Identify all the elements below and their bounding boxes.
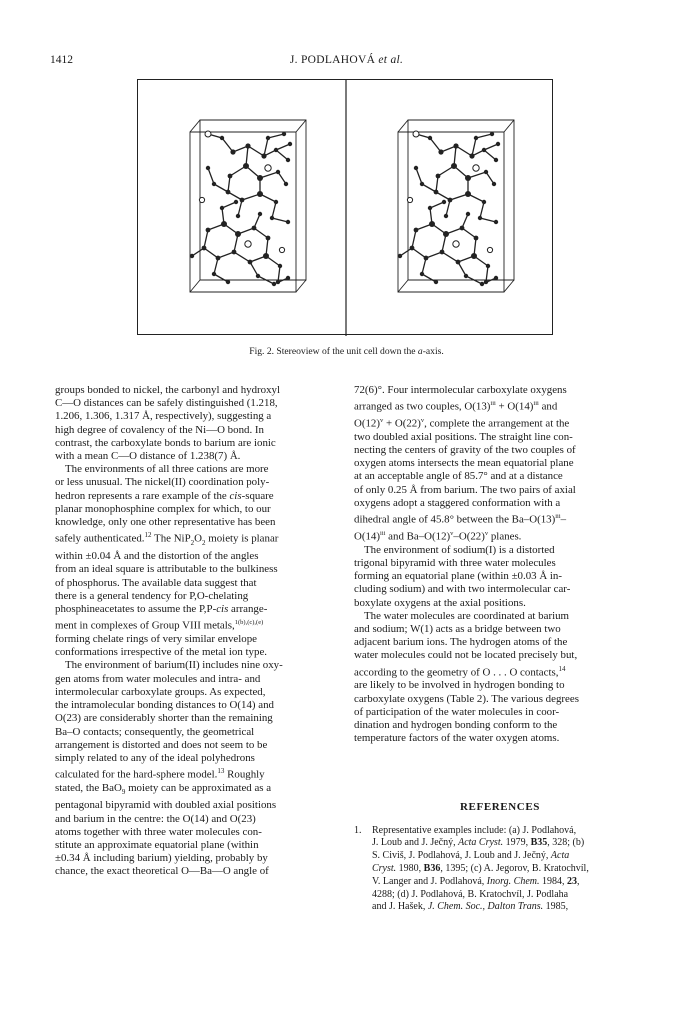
text-line: Representative examples include: (a) J. Podlahová, [372, 824, 577, 836]
text-line: Roughly [224, 768, 265, 781]
text-line: from an ideal square is attributable to the bulkiness [55, 563, 278, 576]
text-line: oxygens adopt a staggered conformation with a [354, 496, 561, 509]
text-line: Cryst. [372, 863, 397, 874]
text-line: Ba–O contacts; consequently, the geometrical [55, 725, 255, 738]
text-line: O(12) [354, 417, 381, 430]
text-line: are likely to be involved in hydrogen bonding to [354, 679, 565, 692]
text-line: conformations irrespective of the metal ion type. [55, 646, 267, 659]
caption-axis: a [417, 346, 423, 357]
paragraph-covalency [55, 384, 345, 463]
text-line: water molecules could not be located precisely but, [354, 649, 578, 662]
text-line: planar monophosphine complex for which, to our [55, 502, 271, 515]
text-line: J. Loub and J. Ječný, [372, 837, 459, 849]
text-line: pentagonal bipyramid with doubled axial positions [55, 799, 277, 812]
text-line: 72(6)°. Four intermolecular carboxylate oxygens [354, 384, 567, 396]
text-line: calculated for the hard-sphere model. [55, 768, 218, 781]
text-line: chance, the exact theoretical O—Ba—O angle of [55, 865, 269, 878]
text-line: trigonal bipyramid with three water molecules [354, 556, 556, 569]
open-atoms [199, 131, 284, 253]
text-line: gen atoms from water molecules and intra- and [55, 672, 261, 685]
text-line: iii [555, 513, 561, 521]
text-line: The environment of barium(II) includes nine oxy- [65, 659, 283, 672]
text-line: and [538, 400, 558, 413]
stereoview-drawing [138, 80, 554, 336]
text-line: + O(22) [383, 417, 421, 430]
text-line: and Ba–O(12) [385, 530, 451, 543]
text-line: The NiP [151, 532, 191, 545]
text-line: forming chelate rings of very similar envelope [55, 633, 258, 646]
text-line: within ±0.04 Å and the distortion of the angles [55, 550, 259, 563]
text-line: the intramolecular bonding distances to O(14) and [55, 699, 274, 712]
molecule-lower [192, 202, 288, 284]
text-line: groups bonded to nickel, the carbonyl and hydroxyl [55, 384, 281, 396]
text-line: Acta [550, 850, 570, 862]
text-line: 23 [566, 875, 577, 887]
text-line: 1979, [503, 837, 531, 849]
text-line: phosphineacetates to assume the P,P- [55, 603, 217, 616]
text-line: ment in complexes of Group VIII metals, [55, 619, 235, 632]
text-line: ±0.34 Å including barium) yielding, probably by [55, 852, 268, 865]
text-line: 1980, [396, 863, 424, 874]
paragraph-sodium-environment [354, 544, 646, 610]
text-line: temperature factors of the water oxygen atoms. [354, 732, 560, 745]
right-column [354, 384, 646, 914]
paragraph-barium-environment [55, 659, 345, 878]
text-line: high degree of covalency of the Ni—O bond. In [55, 423, 264, 436]
text-line: cis [216, 603, 229, 616]
text-line: -square [241, 489, 274, 502]
text-line: , 1395; (c) A. Jegorov, B. Kratochvíl, [440, 863, 589, 874]
text-line: 1985, [543, 901, 569, 913]
stereoview-figure [137, 79, 553, 335]
reference-item [354, 825, 646, 915]
header-authors: J. PODLAHOVÁ [289, 54, 376, 66]
text-line: iii [490, 400, 496, 408]
text-line: and J. Hašek, [372, 901, 428, 913]
text-line: iii [533, 400, 539, 408]
text-line: 4288; (d) J. Podlahová, B. Kratochvíl, J. Podlaha [372, 888, 569, 900]
caption-prefix: Fig. 2. Stereoview of the unit cell down the [249, 346, 418, 357]
text-line: with a mean C—O distance of 1.238(7) Å. [55, 450, 241, 463]
text-line: arranged as two couples, O(13) [354, 400, 491, 413]
text-line: there is a general tendency for P,O-chelating [55, 589, 249, 602]
text-line: v [484, 529, 489, 537]
text-line: B36 [423, 863, 441, 874]
text-line: and barium in the centre: the O(14) and O(23) [55, 812, 256, 825]
text-line: – [560, 513, 567, 526]
text-line: arrangement is distorted and does not seem to be [55, 738, 268, 751]
reference-text [372, 825, 646, 915]
text-line: J. Chem. Soc., Dalton Trans. [427, 901, 544, 913]
text-line: according to the geometry of O . . . O contacts, [354, 666, 559, 679]
text-line: v [450, 529, 454, 537]
text-line: moiety can be approximated as a [125, 781, 272, 794]
text-line: + O(14) [495, 400, 534, 413]
text-line: B35 [530, 837, 548, 849]
text-line: or less unusual. The nickel(II) coordination poly- [55, 476, 270, 489]
text-line: v [420, 417, 425, 425]
text-line: arrange- [228, 603, 268, 616]
text-line: O(14) [354, 530, 381, 543]
text-line: planes. [488, 530, 522, 543]
text-line: dination and hydrogen bonding conform to the [354, 719, 558, 731]
text-line: The environment of sodium(I) is a distorted [364, 543, 555, 556]
text-line: 2 [190, 539, 195, 548]
text-line: , 328; (b) [547, 837, 585, 849]
text-line: cis [229, 489, 242, 502]
text-line: stitute an approximate equatorial plane (within [55, 838, 259, 851]
text-line: moiety is planar [205, 532, 279, 545]
text-line: O [194, 532, 203, 545]
text-line: V. Langer and J. Podlahová, [372, 875, 487, 887]
text-line: –O(22) [453, 530, 485, 543]
running-header [0, 54, 693, 70]
text-line: and sodium; W(1) acts as a bridge between two [354, 622, 561, 635]
text-line: v [380, 417, 384, 425]
caption-suffix: -axis. [422, 346, 444, 357]
text-line: hedron represents a rare example of the [55, 489, 230, 502]
text-line: , complete the arrangement at the [424, 417, 570, 430]
text-line: safely authenticated. [55, 532, 145, 545]
header-etal: et al. [378, 54, 404, 66]
text-line: 13 [217, 767, 225, 776]
references-heading: REFERENCES [460, 801, 540, 814]
text-line: C—O distances can be safely distinguished (1.218, [55, 397, 278, 410]
unit-cell-left [190, 120, 306, 292]
text-line: 1.206, 1.306, 1.317 Å, respectively), suggesting a [55, 410, 272, 423]
text-line: S. Civiš, J. Podlahová, J. Loub and J. Ječný, [372, 850, 551, 862]
text-line: two doubled axial positions. The straight line con- [354, 430, 573, 443]
text-line: carboxylate oxygens (Table 2). The various degrees [354, 692, 579, 705]
text-line: iii [380, 529, 386, 537]
page-number: 1412 [50, 54, 73, 66]
text-line: necting the centers of gravity of the two couples of [354, 444, 576, 457]
text-line: cluding sodium) and with two intermolecular car- [354, 583, 571, 596]
text-line: oxygen atoms intersects the mean equatorial plane [354, 457, 574, 470]
text-line: stated, the BaO [55, 781, 122, 794]
text-line: of participation of the water molecules in coor- [354, 705, 560, 718]
text-line: boxylate oxygens at the axial positions. [354, 596, 526, 609]
figure-caption [0, 346, 693, 357]
text-line: Acta Cryst. [458, 837, 504, 849]
reference-number: 1. [354, 824, 362, 836]
text-line: The water molecules are coordinated at barium [364, 609, 570, 622]
running-title [0, 54, 693, 66]
text-line: O(23) are considerably shorter than the remaining [55, 712, 273, 725]
text-line: adjacent barium ions. The hydrogen atoms of the [354, 636, 568, 649]
text-line: intermolecular carboxylate groups. As expected, [55, 685, 266, 698]
text-line: simply related to any of the ideal polyhedrons [55, 751, 255, 764]
text-line: Inorg. Chem. [486, 875, 540, 887]
text-line: , [576, 875, 580, 887]
text-line: 12 [144, 531, 152, 540]
text-line: The environments of all three cations are more [65, 463, 269, 476]
text-line: 14 [558, 664, 566, 673]
text-line: knowledge, only one other representative has been [55, 516, 276, 529]
paragraph-cation-environments [55, 463, 345, 659]
text-line: 9 [121, 788, 126, 797]
text-line: 1984, [539, 875, 567, 887]
text-line: forming an equatorial plane (within ±0.03 Å in- [354, 570, 563, 583]
text-line: atoms together with three water molecules con- [55, 825, 262, 838]
text-line: 2 [202, 539, 206, 548]
text-line: of only 0.25 Å from barium. The two pairs of axial [354, 483, 576, 496]
text-line: dihedral angle of 45.8° between the Ba–O(13) [354, 513, 556, 526]
text-line: at an acceptable angle of 85.7° and at a distance [354, 470, 563, 483]
text-line: 1(b),(c),(e) [234, 619, 264, 627]
text-line: contrast, the carboxylate bonds to barium are ionic [55, 436, 276, 449]
left-column [55, 384, 345, 879]
unit-cell-right [398, 120, 514, 292]
paragraph-axial-oxygens [354, 384, 646, 544]
paragraph-water-molecules [354, 610, 646, 746]
text-line: of phosphorus. The available data suggest that [55, 576, 257, 589]
